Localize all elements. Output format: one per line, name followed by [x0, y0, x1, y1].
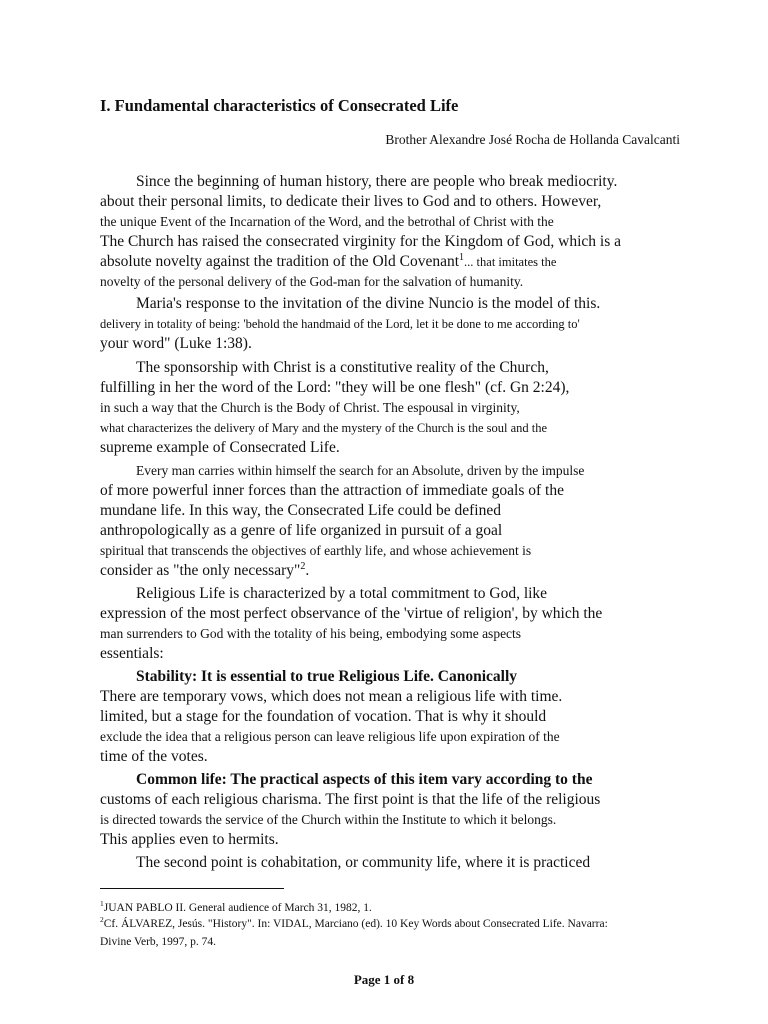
text-line-content: Stability: It is essential to true Religious Life. Canonically	[136, 668, 518, 685]
text-line-content: absolute novelty against the tradition of the Old Covenant	[100, 253, 460, 270]
text-line	[100, 687, 562, 707]
text-line-content: what characterizes the delivery of Mary and the mystery of the Church is the soul and the	[100, 421, 548, 435]
text-line-content: delivery in totality of being: 'behold the handmaid of the Lord, let it be done to me according to'	[100, 317, 580, 331]
text-line	[100, 727, 560, 747]
footnote-text: Divine Verb, 1997, p. 74.	[100, 936, 217, 948]
text-line	[100, 747, 208, 767]
footnote	[100, 915, 608, 930]
text-line-content: about their personal limits, to dedicate their lives to God and to others. However,	[100, 193, 602, 210]
text-line	[136, 461, 584, 481]
text-line-content: expression of the most perfect observance of the 'virtue of religion', by which the	[100, 605, 603, 622]
text-line	[100, 212, 554, 232]
text-line-content: Every man carries within himself the search for an Absolute, driven by the impulse	[136, 463, 585, 478]
text-line-content: anthropologically as a genre of life organized in pursuit of a goal	[100, 522, 503, 539]
text-line-content: limited, but a stage for the foundation of vocation. That is why it should	[100, 708, 547, 725]
text-line-content: man surrenders to God with the totality of his being, embodying some aspects	[100, 626, 522, 641]
text-line-content: Maria's response to the invitation of the divine Nuncio is the model of this.	[136, 295, 601, 312]
text-line-content: Common life: The practical aspects of this item vary according to the	[136, 771, 593, 788]
text-line	[136, 584, 547, 604]
text-line-content: spiritual that transcends the objectives of earthly life, and whose achievement is	[100, 543, 532, 558]
text-line-content: in such a way that the Church is the Body of Christ. The espousal in virginity,	[100, 400, 520, 415]
text-line-content: Since the beginning of human history, there are people who break mediocrity.	[136, 173, 618, 190]
text-line-content: There are temporary vows, which does not mean a religious life with time.	[100, 688, 563, 705]
text-line-content: customs of each religious charisma. The first point is that the life of the religious	[100, 791, 601, 808]
text-line-content: mundane life. In this way, the Consecrated Life could be defined	[100, 502, 501, 519]
text-line-content: The sponsorship with Christ is a constitutive reality of the Church,	[136, 359, 549, 376]
text-line-content: The second point is cohabitation, or community life, where it is practiced	[136, 854, 591, 871]
text-line	[136, 172, 617, 192]
text-line	[100, 418, 547, 438]
text-line	[100, 481, 564, 501]
footnote-mark: 2	[100, 915, 104, 925]
text-line	[136, 358, 549, 378]
text-line-content: consider as "the only necessary"	[100, 562, 301, 579]
text-line-tail: ... that imitates the	[464, 255, 557, 269]
text-line	[100, 604, 602, 624]
text-line	[136, 770, 592, 790]
text-line-content: essentials:	[100, 645, 164, 662]
text-line-content: the unique Event of the Incarnation of the Word, and the betrothal of Christ with the	[100, 214, 554, 229]
document-title: I. Fundamental characteristics of Consecrated Life	[100, 96, 459, 115]
text-line-content: The Church has raised the consecrated virginity for the Kingdom of God, which is a	[100, 233, 621, 250]
text-line	[100, 501, 501, 521]
text-line	[100, 378, 569, 398]
text-line-content: exclude the idea that a religious person can leave religious life upon expiration of the	[100, 729, 560, 744]
author-line: Brother Alexandre José Rocha de Hollanda Cavalcanti	[385, 132, 680, 147]
text-line	[100, 644, 164, 664]
text-line	[100, 707, 546, 727]
text-line	[100, 810, 556, 830]
text-line-content: This applies even to hermits.	[100, 831, 279, 848]
text-line	[100, 398, 520, 418]
text-line-content: Religious Life is characterized by a total commitment to God, like	[136, 585, 548, 602]
text-line	[136, 294, 600, 314]
text-line-tail: .	[305, 562, 310, 579]
text-line-content: supreme example of Consecrated Life.	[100, 439, 340, 456]
text-line-content: fulfilling in her the word of the Lord: "they will be one flesh" (cf. Gn 2:24),	[100, 379, 570, 396]
text-line	[100, 192, 601, 212]
text-line	[100, 830, 279, 850]
text-line	[136, 853, 590, 873]
text-line	[100, 438, 340, 458]
footnote	[100, 899, 372, 914]
text-line	[100, 252, 556, 272]
text-line-content: time of the votes.	[100, 748, 208, 765]
text-line	[100, 561, 309, 581]
text-line	[100, 541, 531, 561]
footnote-divider	[100, 888, 284, 889]
text-line	[100, 314, 580, 334]
footnote-text: Cf. ÁLVAREZ, Jesús. "History". In: VIDAL, Marciano (ed). 10 Key Words about Consecrated Life. Navarra:	[103, 918, 608, 930]
footnote	[100, 936, 216, 948]
text-line	[100, 521, 502, 541]
footnote-mark: 1	[100, 899, 104, 909]
text-line-content: of more powerful inner forces than the attraction of immediate goals of the	[100, 482, 564, 499]
text-line-content: is directed towards the service of the Church within the Institute to which it belongs.	[100, 812, 557, 827]
text-line	[136, 667, 517, 687]
text-line-content: novelty of the personal delivery of the God-man for the salvation of humanity.	[100, 274, 524, 289]
text-line	[100, 272, 523, 292]
text-line	[100, 232, 621, 252]
footnote-text: JUAN PABLO II. General audience of March 31, 1982, 1.	[103, 902, 372, 914]
text-line-content: your word" (Luke 1:38).	[100, 335, 252, 352]
footnote-reference: 1	[459, 251, 465, 263]
text-line	[100, 790, 600, 810]
page-number: Page 1 of 8	[353, 972, 415, 987]
footnote-reference: 2	[300, 560, 306, 572]
text-line	[100, 624, 521, 644]
text-line	[100, 334, 252, 354]
